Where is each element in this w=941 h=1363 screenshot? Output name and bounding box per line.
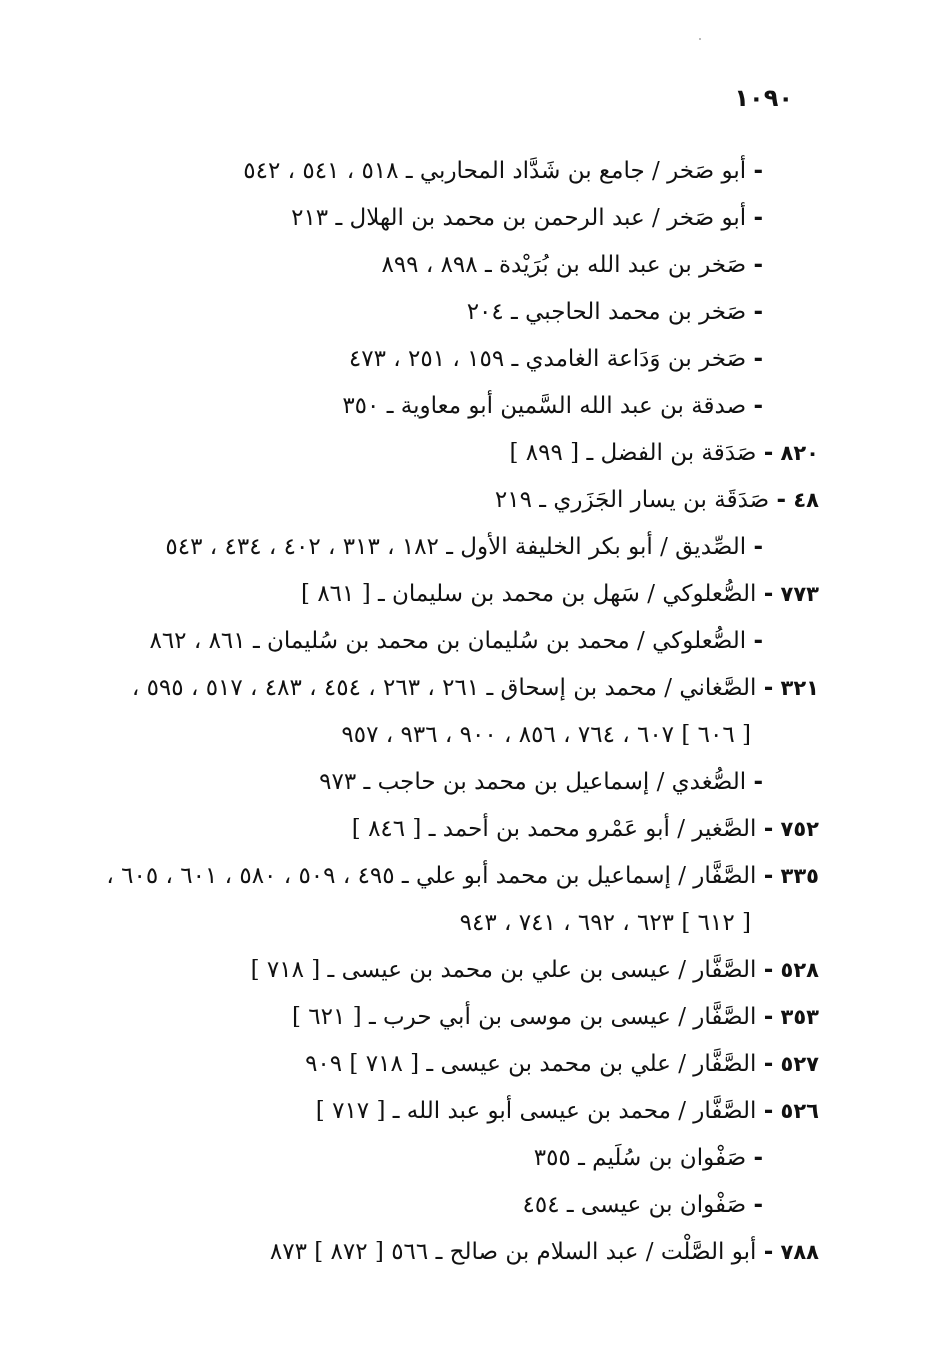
index-entry xyxy=(99,148,819,195)
entry-dash: - xyxy=(753,299,763,325)
index-entry xyxy=(99,1041,819,1088)
entry-text: الصِّديق / أبو بكر الخليفة الأول ـ ١٨٢ ، ٣١٣ ، ٤٠٢ ، ٤٣٤ ، ٥٤٣ xyxy=(165,534,747,560)
entry-dash: - xyxy=(753,393,763,419)
entry-number: ٧٨٨ xyxy=(780,1240,819,1264)
entry-text: الصُّعلوكي / محمد بن سُليمان بن محمد بن سُليمان ـ ٨٦١ ، ٨٦٢ xyxy=(149,628,747,654)
entry-dash: - xyxy=(753,205,763,231)
entry-dash: - xyxy=(763,675,774,701)
index-entry xyxy=(99,1229,819,1276)
entry-dash: - xyxy=(763,1239,774,1265)
entry-text: الصُّغدي / إسماعيل بن محمد بن حاجب ـ ٩٧٣ xyxy=(319,769,747,795)
entry-text: أبو صَخر / عبد الرحمن بن محمد بن الهلال ـ ٢١٣ xyxy=(291,205,747,231)
index-entry-continuation xyxy=(99,712,819,759)
index-entry xyxy=(99,524,819,571)
entry-number: ٣٥٣ xyxy=(780,1005,819,1029)
index-entry xyxy=(99,336,819,383)
entry-text: الصَّفَّار / عيسى بن علي بن محمد بن عيسى ـ [ ٧١٨ ] xyxy=(250,957,757,983)
entry-text: صَدَقة بن الفضل ـ [ ٨٩٩ ] xyxy=(509,440,757,466)
index-entry xyxy=(99,289,819,336)
index-entry xyxy=(99,806,819,853)
entry-text: الصَّفَّار / إسماعيل بن محمد أبو علي ـ ٤٩٥ ، ٥٠٩ ، ٥٨٠ ، ٦٠١ ، ٦٠٥ ، xyxy=(106,863,757,889)
entry-dash: - xyxy=(763,1004,774,1030)
index-entry xyxy=(99,853,819,900)
index-entry xyxy=(99,994,819,1041)
entry-text: الصَّفَّار / علي بن محمد بن عيسى ـ [ ٧١٨ ] ٩٠٩ xyxy=(305,1051,757,1077)
index-entry xyxy=(99,1182,819,1229)
entry-text: الصَّفَّار / محمد بن عيسى أبو عبد الله ـ [ ٧١٧ ] xyxy=(315,1098,757,1124)
entry-text: صَخر بن محمد الحاجبي ـ ٢٠٤ xyxy=(466,299,747,325)
entry-text: الصَّفَّار / عيسى بن موسى بن أبي حرب ـ [ ٦٢١ ] xyxy=(292,1004,757,1030)
index-entries xyxy=(99,148,819,1276)
entry-text: أبو صَخر / جامع بن شَدَّاد المحاربي ـ ٥١٨ ، ٥٤١ ، ٥٤٢ xyxy=(243,158,747,184)
entry-dash: - xyxy=(763,863,774,889)
index-entry-continuation xyxy=(99,900,819,947)
entry-text: صَخر بن وَدَاعة الغامدي ـ ١٥٩ ، ٢٥١ ، ٤٧٣ xyxy=(348,346,747,372)
entry-number: ٣٣٥ xyxy=(780,864,819,888)
entry-number: ٣٢١ xyxy=(780,676,819,700)
entry-text: [ ٦١٢ ] ٦٢٣ ، ٦٩٢ ، ٧٤١ ، ٩٤٣ xyxy=(459,910,751,936)
entry-number: ٥٢٧ xyxy=(780,1052,819,1076)
entry-text: [ ٦٠٦ ] ٦٠٧ ، ٧٦٤ ، ٨٥٦ ، ٩٠٠ ، ٩٣٦ ، ٩٥٧ xyxy=(341,722,751,748)
entry-dash: - xyxy=(753,158,763,184)
entry-number: ٤٨ xyxy=(793,488,819,512)
entry-text: الصَّغاني / محمد بن إسحاق ـ ٢٦١ ، ٢٦٣ ، ٤٥٤ ، ٤٨٣ ، ٥١٧ ، ٥٩٥ ، xyxy=(131,675,757,701)
entry-text: صدقة بن عبد الله السَّمين أبو معاوية ـ ٣٥٠ xyxy=(342,393,747,419)
entry-dash: - xyxy=(763,581,774,607)
entry-dash: - xyxy=(753,1192,763,1218)
entry-dash: - xyxy=(753,346,763,372)
index-entry xyxy=(99,1135,819,1182)
index-entry xyxy=(99,665,819,712)
entry-dash: - xyxy=(753,534,763,560)
entry-text: صَخر بن عبد الله بن بُرَيْدة ـ ٨٩٨ ، ٨٩٩ xyxy=(381,252,747,278)
entry-text: صَفْوان بن عيسى ـ ٤٥٤ xyxy=(522,1192,747,1218)
entry-text: صَفْوان بن سُلَيم ـ ٣٥٥ xyxy=(533,1145,747,1171)
index-entry xyxy=(99,242,819,289)
index-entry xyxy=(99,618,819,665)
entry-text: الصُّعلوكي / سَهل بن محمد بن سليمان ـ [ ٨٦١ ] xyxy=(301,581,757,607)
entry-number: ٧٧٣ xyxy=(780,582,819,606)
entry-text: أبو الصَّلْت / عبد السلام بن صالح ـ ٥٦٦ [ ٨٧٢ ] ٨٧٣ xyxy=(269,1239,757,1265)
index-entry xyxy=(99,195,819,242)
entry-dash: - xyxy=(753,628,763,654)
entry-dash: - xyxy=(763,816,774,842)
index-entry xyxy=(99,947,819,994)
entry-dash: - xyxy=(763,1051,774,1077)
entry-number: ٥٢٨ xyxy=(780,958,819,982)
entry-dash: - xyxy=(763,1098,774,1124)
page-speck xyxy=(699,38,701,40)
index-entry xyxy=(99,759,819,806)
entry-dash: - xyxy=(753,1145,763,1171)
index-entry xyxy=(99,571,819,618)
entry-dash: - xyxy=(763,440,774,466)
entry-dash: - xyxy=(753,769,763,795)
entry-dash: - xyxy=(763,957,774,983)
index-entry xyxy=(99,430,819,477)
page-number: ١٠٩٠ xyxy=(734,84,793,112)
entry-text: صَدَقَة بن يسار الجَزَري ـ ٢١٩ xyxy=(494,487,770,513)
entry-dash: - xyxy=(753,252,763,278)
entry-dash: - xyxy=(776,487,787,513)
index-entry xyxy=(99,1088,819,1135)
entry-text: الصَّغير / أبو عَمْرو محمد بن أحمد ـ [ ٨٤٦ ] xyxy=(351,816,757,842)
entry-number: ٥٢٦ xyxy=(780,1099,819,1123)
entry-number: ٨٢٠ xyxy=(780,441,819,465)
entry-number: ٧٥٢ xyxy=(780,817,819,841)
index-entry xyxy=(99,383,819,430)
index-entry xyxy=(99,477,819,524)
